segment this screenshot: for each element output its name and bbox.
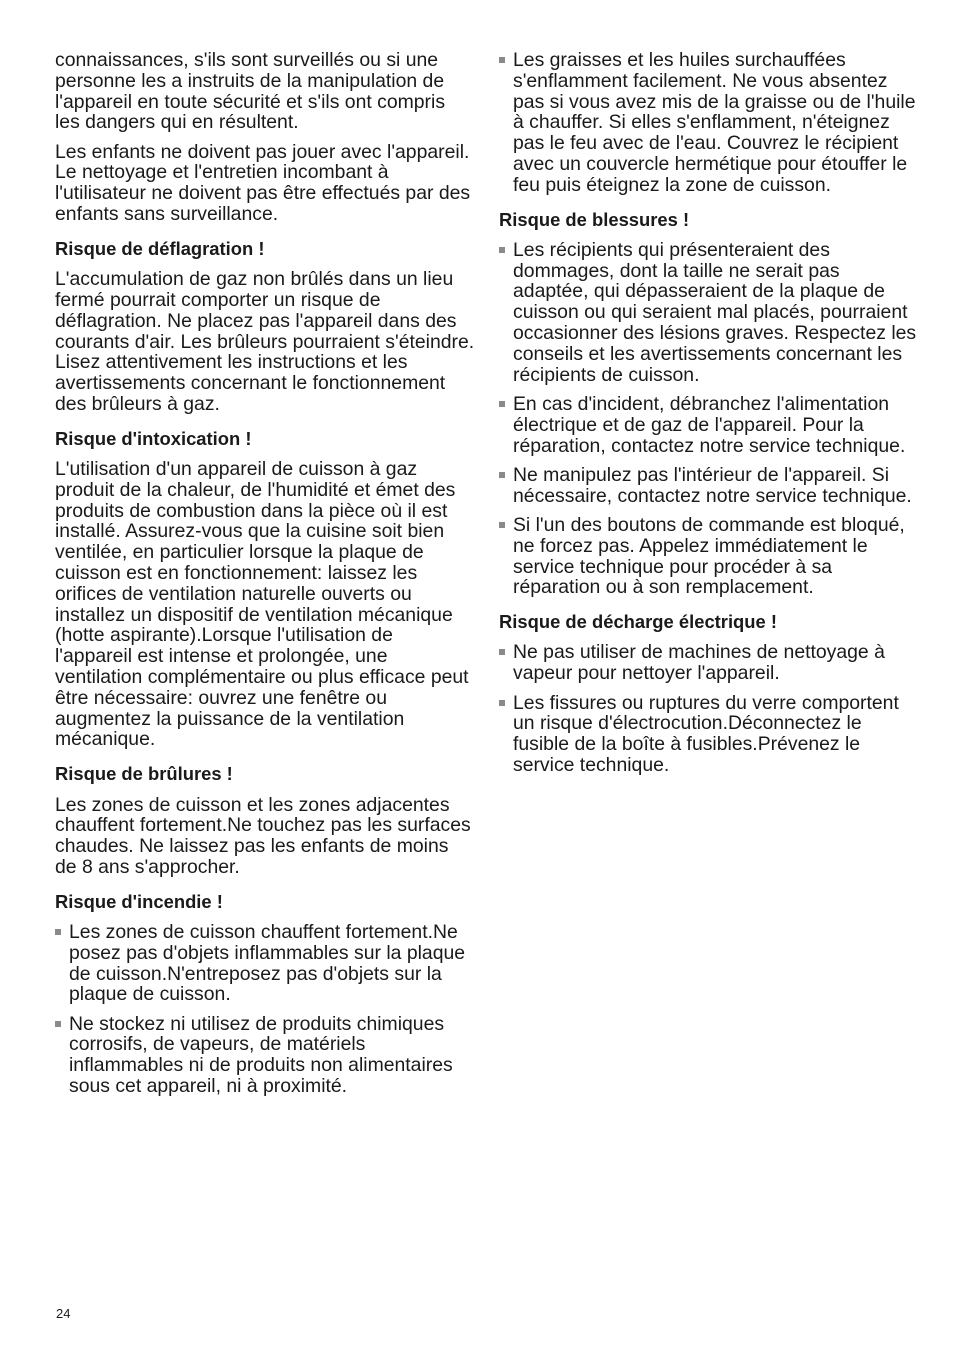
list-item xyxy=(55,922,475,1005)
square-bullet-icon xyxy=(499,649,505,655)
heading-electric: Risque de décharge électrique ! xyxy=(499,611,777,633)
list-item xyxy=(499,465,919,507)
list-item-text: Les récipients qui présenteraient des dommages, dont la taille ne serait pas adaptée, qui dépasseraient de la plaque de cuisson ou qui seraient mal placés, pourraient occasionner des lésions graves. Respectez les conseils et les avertissements concernant les récipients de cuisson. xyxy=(513,238,917,386)
heading-fire: Risque d'incendie ! xyxy=(55,890,223,912)
paragraph-deflagration: L'accumulation de gaz non brûlés dans un lieu fermé pourrait comporter un risque de déflagration. Ne placez pas l'appareil dans des courants d'air. Les brûleurs pourraient s'éteindre. Lisez attentivement les instructions et les avertissements concernant le fonctionnement des brûleurs à gaz. xyxy=(55,268,475,415)
heading-burns: Risque de brûlures ! xyxy=(55,763,233,785)
square-bullet-icon xyxy=(499,700,505,706)
paragraph-intoxication: L'utilisation d'un appareil de cuisson à gaz produit de la chaleur, de l'humidité et émet des produits de combustion dans la pièce où il est installé. Assurez-vous que la cuisine soit bien ventilée, en particulier lorsque la plaque de cuisson est en fonctionnement: laissez les orifices de ventilation naturelle ouverts ou installez un dispositif de ventilation mécanique (hotte aspirante).Lorsque l'utilisation de l'appareil est intense et prolongée, une ventilation complémentaire ou plus efficace peut être nécessaire: ouvrez une fenêtre ou augmentez la puissance de la ventilation mécanique. xyxy=(55,458,469,751)
list-item-text: Ne pas utiliser de machines de nettoyage à vapeur pour nettoyer l'appareil. xyxy=(513,641,885,685)
page-number: 24 xyxy=(56,1306,71,1321)
square-bullet-icon xyxy=(499,247,505,253)
heading-intoxication: Risque d'intoxication ! xyxy=(55,427,252,449)
list-item xyxy=(499,50,919,196)
square-bullet-icon xyxy=(55,929,61,935)
list-item-text: Les zones de cuisson chauffent fortement.Ne posez pas d'objets inflammables sur la plaque de cuisson.N'entreposez pas d'objets sur la plaque de cuisson. xyxy=(69,920,466,1006)
intro-paragraph: Les enfants ne doivent pas jouer avec l'appareil. Le nettoyage et l'entretien incombant à l'utilisateur ne doivent pas être effectués par des enfants sans surveillance. xyxy=(55,140,471,226)
list-item-text: Si l'un des boutons de commande est bloqué, ne forcez pas. Appelez immédiatement le service technique pour procéder à sa réparation ou à son remplacement. xyxy=(513,513,905,599)
list-item xyxy=(499,515,919,598)
list-item-text: Ne manipulez pas l'intérieur de l'appareil. Si nécessaire, contactez notre service technique. xyxy=(513,463,912,507)
list-item xyxy=(499,642,919,684)
list-electric xyxy=(499,642,919,775)
square-bullet-icon xyxy=(55,1021,61,1027)
list-item-text: En cas d'incident, débranchez l'alimentation électrique et de gaz de l'appareil. Pour la réparation, contactez notre service technique. xyxy=(513,392,906,457)
square-bullet-icon xyxy=(499,57,505,63)
intro-paragraph: connaissances, s'ils sont surveillés ou si une personne les a instruits de la manipulation de l'appareil en toute sécurité et s'ils ont compris les dangers qui en résultent. xyxy=(55,49,446,134)
heading-deflagration: Risque de déflagration ! xyxy=(55,237,265,259)
left-column xyxy=(55,50,475,1105)
square-bullet-icon xyxy=(499,472,505,478)
list-fire-continued xyxy=(499,50,919,196)
list-item xyxy=(499,240,919,386)
paragraph-burns: Les zones de cuisson et les zones adjacentes chauffent fortement.Ne touchez pas les surfaces chaudes. Ne laissez pas les enfants de moins de 8 ans s'approcher. xyxy=(55,793,471,878)
list-item-text: Les graisses et les huiles surchauffées s'enflamment facilement. Ne vous absentez pas si vous avez mis de la graisse ou de l'huile à chauffer. Si elles s'enflamment, n'éteignez pas le feu avec de l'eau. Couvrez le récipient avec un couvercle hermétique pour étouffer le feu puis éteignez la zone de cuisson. xyxy=(513,49,916,196)
list-item-text: Les fissures ou ruptures du verre comportent un risque d'électrocution.Déconnectez le fusible de la boîte à fusibles.Prévenez le service technique. xyxy=(513,691,899,776)
list-item xyxy=(55,1014,475,1097)
list-item xyxy=(499,394,919,456)
heading-injury: Risque de blessures ! xyxy=(499,208,690,230)
list-item-text: Ne stockez ni utilisez de produits chimiques corrosifs, de vapeurs, de matériels inflammables ni de produits non alimentaires sous cet appareil, ni à proximité. xyxy=(69,1012,453,1098)
square-bullet-icon xyxy=(499,401,505,407)
list-item xyxy=(499,693,919,776)
list-fire xyxy=(55,922,475,1097)
square-bullet-icon xyxy=(499,522,505,528)
list-injury xyxy=(499,240,919,598)
right-column xyxy=(499,50,919,784)
